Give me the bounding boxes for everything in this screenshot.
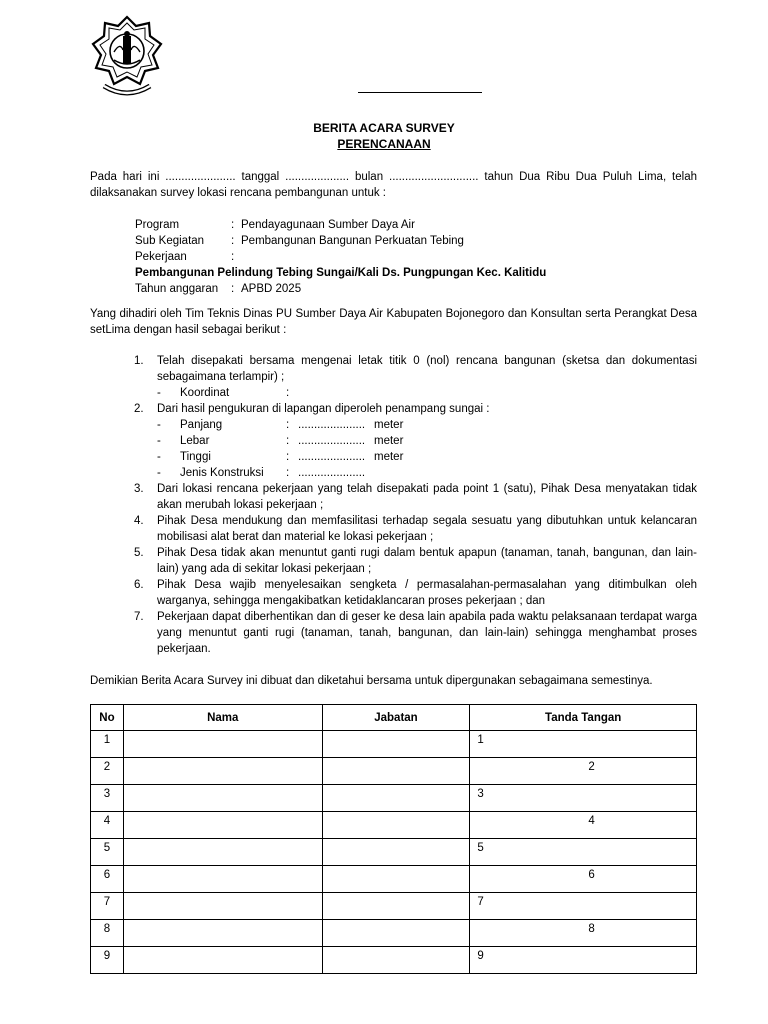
signature-cell[interactable]: 2 (470, 758, 697, 785)
sub-item-tinggi: - Tinggi : ..................... meter (157, 451, 404, 463)
position-cell[interactable] (322, 731, 470, 758)
list-item: 7. Pekerjaan dapat diberhentikan dan di geser ke desa lain apabila pada waktu pelaksanaan terdapat warga yang menuntut ganti rugi (tanaman, tanah, bangunan, dan lain-lain) sehingga menghambat proses pekerjaan. (134, 611, 697, 655)
info-row-subkegiatan: Sub Kegiatan : Pembangunan Bangunan Perkuatan Tebing (135, 235, 464, 247)
signature-cell[interactable]: 4 (470, 812, 697, 839)
row-number: 6 (91, 866, 124, 893)
row-number: 8 (91, 920, 124, 947)
col-header-no: No (91, 705, 124, 731)
title-line-1: BERITA ACARA SURVEY (313, 121, 455, 135)
sub-item-jenis-konstruksi: - Jenis Konstruksi : ..................... (157, 467, 366, 479)
info-row-program: Program : Pendayagunaan Sumber Daya Air (135, 219, 415, 231)
list-item: 4. Pihak Desa mendukung dan memfasilitasi terhadap segala sesuatu yang dibutuhkan untuk kelancaran mobilisasi alat berat dan material ke lokasi pekerjaan ; (134, 515, 697, 543)
signature-table (90, 704, 697, 974)
sub-item-lebar: - Lebar : ..................... meter (157, 435, 404, 447)
sub-item-panjang: - Panjang : ..................... meter (157, 419, 404, 431)
signature-cell[interactable]: 9 (470, 947, 697, 974)
signature-cell[interactable]: 5 (470, 839, 697, 866)
signature-cell[interactable]: 6 (470, 866, 697, 893)
name-cell[interactable] (123, 893, 322, 920)
position-cell[interactable] (322, 758, 470, 785)
signature-cell[interactable]: 3 (470, 785, 697, 812)
table-row (91, 893, 697, 920)
position-cell[interactable] (322, 785, 470, 812)
closing-paragraph: Demikian Berita Acara Survey ini dibuat dan diketahui bersama untuk dipergunakan sebagaimana semestinya. (90, 675, 653, 687)
col-header-nama: Nama (123, 705, 322, 731)
list-item: 6. Pihak Desa wajib menyelesaikan sengketa / permasalahan-permasalahan yang ditimbulkan oleh warganya, sehingga mengakibatkan ketidaklancaran proses pekerjaan ; dan (134, 579, 697, 607)
info-row-pekerjaan: Pekerjaan : (135, 251, 235, 263)
name-cell[interactable] (123, 839, 322, 866)
table-row (91, 731, 697, 758)
table-row (91, 866, 697, 893)
position-cell[interactable] (322, 920, 470, 947)
project-info (135, 217, 695, 297)
table-row (91, 920, 697, 947)
row-number: 5 (91, 839, 124, 866)
results-list (90, 353, 697, 657)
list-item: 3. Dari lokasi rencana pekerjaan yang telah disepakati pada point 1 (satu), Pihak Desa menyatakan tidak akan merubah lokasi pekerjaan ; (134, 483, 697, 511)
name-cell[interactable] (123, 812, 322, 839)
position-cell[interactable] (322, 839, 470, 866)
row-number: 1 (91, 731, 124, 758)
list-item: 1. Telah disepakati bersama mengenai letak titik 0 (nol) rencana bangunan (sketsa dan dokumentasi sebagaimana terlampir) ; - Koordinat : (134, 355, 697, 399)
document-title (0, 120, 768, 152)
info-pekerjaan-value: Pembangunan Pelindung Tebing Sungai/Kali Ds. Pungpungan Kec. Kalitidu (135, 267, 547, 279)
header-rule (358, 92, 482, 93)
intro-paragraph: Pada hari ini ...................... tanggal .................... bulan ............................ tahun Dua Ribu Dua Puluh Lima, telah dilaksanakan survey lokasi rencana pembangunan untuk : (90, 171, 697, 199)
position-cell[interactable] (322, 866, 470, 893)
name-cell[interactable] (123, 785, 322, 812)
title-line-2: PERENCANAAN (337, 137, 431, 151)
position-cell[interactable] (322, 812, 470, 839)
name-cell[interactable] (123, 947, 322, 974)
name-cell[interactable] (123, 758, 322, 785)
col-header-tanda-tangan: Tanda Tangan (470, 705, 697, 731)
position-cell[interactable] (322, 947, 470, 974)
table-row (91, 758, 697, 785)
name-cell[interactable] (123, 731, 322, 758)
list-item: 2. Dari hasil pengukuran di lapangan diperoleh penampang sungai : - Panjang : ..................... meter - Lebar : ..................... meter - Tinggi : ..................... meter - Jenis Konstruksi : ..................... (90, 401, 697, 481)
info-row-tahun: Tahun anggaran : APBD 2025 (135, 283, 302, 295)
signature-cell[interactable]: 1 (470, 731, 697, 758)
sub-item-koordinat: - Koordinat : (157, 387, 290, 399)
table-header-row (91, 705, 697, 731)
signature-cell[interactable]: 7 (470, 893, 697, 920)
table-row (91, 947, 697, 974)
position-cell[interactable] (322, 893, 470, 920)
row-number: 2 (91, 758, 124, 785)
row-number: 3 (91, 785, 124, 812)
signature-cell[interactable]: 8 (470, 920, 697, 947)
table-row (91, 839, 697, 866)
col-header-jabatan: Jabatan (322, 705, 470, 731)
row-number: 4 (91, 812, 124, 839)
table-row (91, 812, 697, 839)
table-row (91, 785, 697, 812)
name-cell[interactable] (123, 920, 322, 947)
row-number: 9 (91, 947, 124, 974)
attendance-paragraph: Yang dihadiri oleh Tim Teknis Dinas PU Sumber Daya Air Kabupaten Bojonegoro dan Konsultan serta Perangkat Desa setLima dengan hasil sebagai berikut : (90, 308, 697, 336)
regency-emblem-icon (90, 14, 164, 100)
row-number: 7 (91, 893, 124, 920)
name-cell[interactable] (123, 866, 322, 893)
list-item: 5. Pihak Desa tidak akan menuntut ganti rugi dalam bentuk apapun (tanaman, tanah, bangunan, dan lain-lain) yang ada di sekitar lokasi pekerjaan ; (134, 547, 697, 575)
